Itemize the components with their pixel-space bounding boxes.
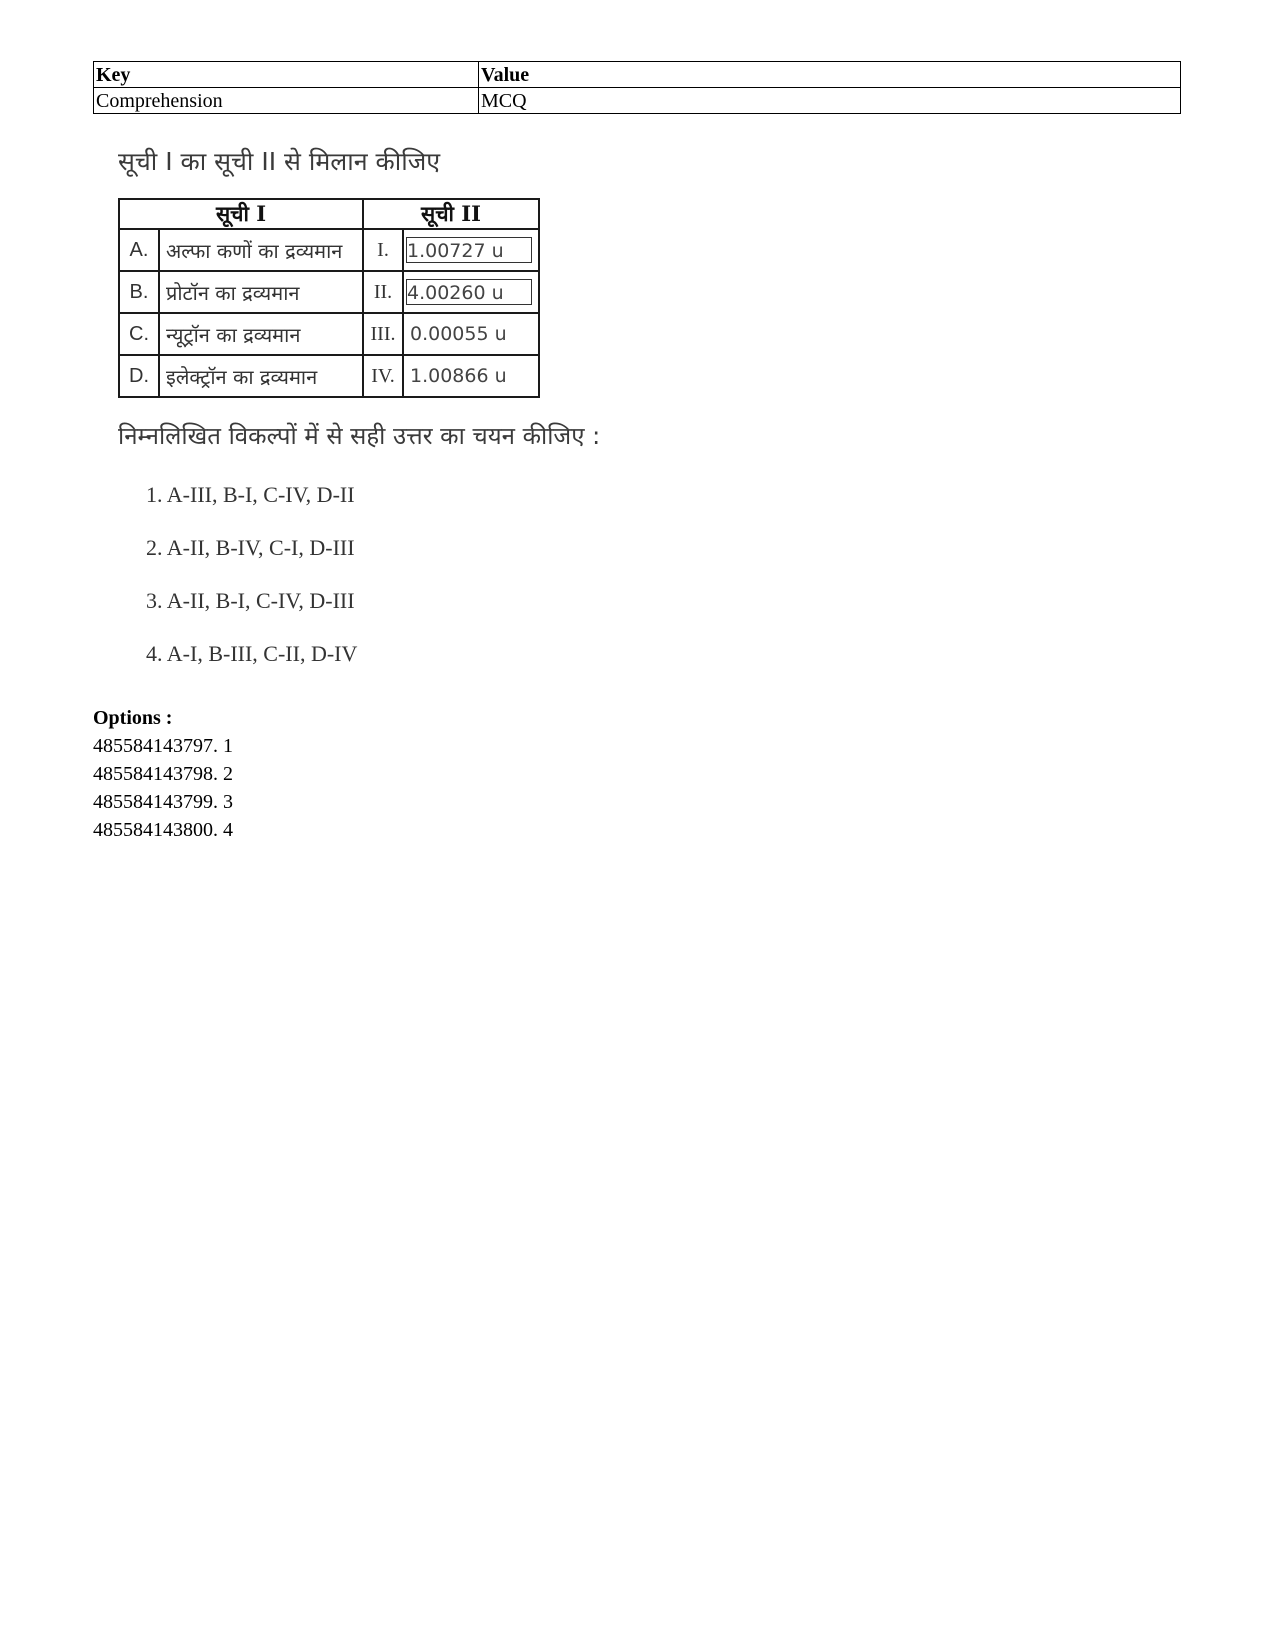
question-instruction: निम्नलिखित विकल्पों में से सही उत्तर का चयन कीजिए :: [118, 422, 601, 450]
meta-value-cell: MCQ: [479, 88, 1181, 114]
choice-item: 2. A-II, B-IV, C-I, D-III: [146, 535, 355, 560]
row-label: D.: [119, 355, 159, 397]
option-item: 485584143797. 1: [93, 735, 233, 757]
row-value: 1.00727 u: [406, 237, 532, 263]
option-item: 485584143800. 4: [93, 819, 233, 841]
match-row: [119, 355, 539, 397]
row-roman: II.: [363, 271, 403, 313]
option-item: 485584143799. 3: [93, 791, 233, 813]
match-table: [118, 198, 540, 398]
match-row: [119, 313, 539, 355]
meta-value-header: Value: [479, 62, 1181, 88]
choice-list: [146, 468, 818, 680]
row-item: न्यूट्रॉन का द्रव्यमान: [159, 313, 363, 355]
row-value-cell: [403, 229, 539, 271]
row-value-cell: [403, 271, 539, 313]
meta-key-cell: Comprehension: [94, 88, 479, 114]
question-block: [118, 140, 818, 680]
meta-table-row: [94, 88, 1181, 114]
option-item: 485584143798. 2: [93, 763, 233, 785]
list1-header: सूची I: [119, 199, 363, 229]
choice-item: 3. A-II, B-I, C-IV, D-III: [146, 588, 355, 613]
row-roman: III.: [363, 313, 403, 355]
question-intro: सूची I का सूची II से मिलान कीजिए: [118, 147, 441, 176]
row-item: इलेक्ट्रॉन का द्रव्यमान: [159, 355, 363, 397]
row-value: 0.00055 u: [403, 313, 539, 355]
choice-item: 4. A-I, B-III, C-II, D-IV: [146, 641, 358, 666]
match-row: [119, 271, 539, 313]
match-table-header-row: [119, 199, 539, 229]
choice-item: 1. A-III, B-I, C-IV, D-II: [146, 482, 355, 507]
row-label: A.: [119, 229, 159, 271]
row-roman: I.: [363, 229, 403, 271]
meta-table-header-row: [94, 62, 1181, 88]
row-label: C.: [119, 313, 159, 355]
meta-key-header: Key: [94, 62, 479, 88]
row-roman: IV.: [363, 355, 403, 397]
list2-header: सूची II: [363, 199, 539, 229]
row-value: 1.00866 u: [403, 355, 539, 397]
options-block: [93, 704, 233, 844]
options-title: Options :: [93, 707, 173, 729]
row-value: 4.00260 u: [406, 279, 532, 305]
row-item: प्रोटॉन का द्रव्यमान: [159, 271, 363, 313]
row-item: अल्फा कणों का द्रव्यमान: [159, 229, 363, 271]
meta-table: [93, 61, 1181, 114]
match-row: [119, 229, 539, 271]
row-label: B.: [119, 271, 159, 313]
